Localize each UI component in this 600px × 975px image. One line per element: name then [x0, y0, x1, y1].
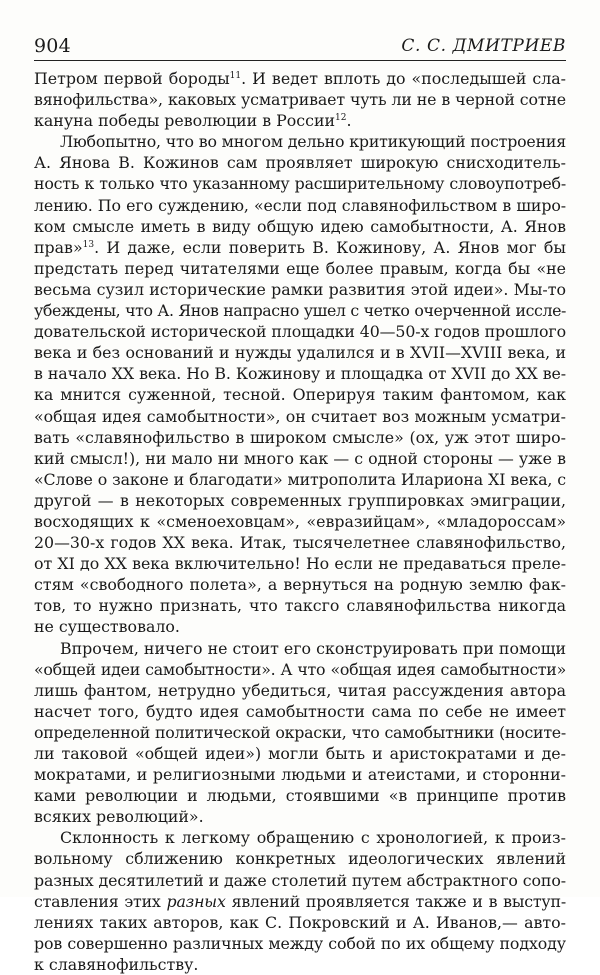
text-line: ка мнится суженной, тесной. Оперируя таким фантомом, как [34, 385, 566, 405]
text-line: тов, то нужно признать, что таксго славянофильства никогда [34, 596, 566, 616]
text-line: лению. По его суждению, «если под славянофильством в широ- [34, 195, 566, 215]
text-line: «общая идея самобытности», он считает воз можным усматри- [34, 406, 566, 426]
text-line: лишь фантом, нетрудно убедиться, читая рассуждения автора [34, 680, 566, 700]
text-line: разных десятилетий и даже столетий путем абстрактного сопо- [34, 870, 566, 890]
text-line: «Слове о законе и благодати» митрополита Илариона XI века, с [34, 469, 566, 489]
text-line: насчет того, будто идея самобытности сама по себе не имеет [34, 701, 566, 721]
text-line: ность к только что указанному расширительному словоупотреб- [34, 174, 566, 194]
text-line: А. Янова В. Кожинов сам проявляет широкую снисходитель- [34, 153, 566, 173]
text-line: ли таковой «общей идеи») могли быть и аристократами и де- [34, 744, 566, 763]
body-text [34, 68, 566, 975]
text-line: ставления этих разных явлений проявляется также и в выступ- [34, 891, 566, 911]
text-line: Впрочем, ничего не стоит его сконструировать при помощи [60, 638, 566, 658]
text-line: стям «свободного полета», а вернуться на родную землю фак- [34, 575, 566, 595]
text-line: вянофильства», каковых усматривает чуть ли не в черной сотне [34, 90, 566, 110]
text-line: Склонность к легкому обращению с хронологией, к произ- [60, 828, 566, 848]
text-line: ком смысле иметь в виду общую идею самобытности, А. Янов [34, 216, 566, 236]
text-line: ками революции и людьми, стоявшими «в принципе против [34, 786, 566, 806]
text-line: другой — в некоторых современных группировках эмиграции, [34, 490, 566, 510]
text-line: к славянофильству. [34, 954, 199, 974]
text-line: определенной политической окраски, что самобытники (носите- [34, 722, 566, 742]
text-line: века и без оснований и нужды удалился и в XVII—XVIII века, и [34, 343, 566, 363]
text-line: от XI до XX века включительно! Но если не предаваться преле- [34, 554, 566, 574]
text-line: восходящих к «сменоеховцам», «евразийцам», «младороссам» [34, 511, 566, 531]
header-rule [34, 60, 566, 61]
text-line: вольному сближению конкретных идеологических явлений [34, 849, 566, 869]
text-line: «общей идеи самобытности». А что «общая идея самобытности» [34, 659, 566, 679]
text-line: вать «славянофильство в широком смысле» (ох, уж этот широ- [34, 427, 566, 447]
text-line: 20—30-х годов XX века. Итак, тысячелетнее славянофильство, [34, 533, 566, 553]
text-line: мократами, и религиозными людьми и атеистами, и сторонни- [34, 765, 566, 785]
text-line: ров совершенно различных между собой по их общему подходу [34, 933, 566, 953]
text-line: весьма сузил исторические рамки развития этой идеи». Мы-то [34, 279, 566, 299]
text-line: Любопытно, что во многом дельно критикующий построения [60, 132, 566, 152]
text-line: довательской исторической площадки 40—50-х годов прошлого [34, 322, 566, 342]
text-line: убеждены, что А. Янов напрасно ушел с четко очерченной иссле- [34, 301, 566, 321]
text-line: Петром первой бороды$^{11}$. И ведет вплоть до «последышей сла- [34, 69, 566, 88]
text-line: предстать перед читателями еще более правым, когда бы «не [34, 258, 566, 278]
text-line: всяких революций». [34, 807, 204, 827]
page-number: 904 [34, 35, 71, 57]
text-line: кануна победы революции в России$^{12}$. [34, 111, 352, 131]
text-line: прав»$^{13}$. И даже, если поверить В. Кожинову, А. Янов мог бы [34, 237, 566, 257]
running-head: С. С. ДМИТРИЕВ [401, 36, 566, 56]
page-header [34, 34, 566, 58]
text-line: кий смысл!), ни мало ни много как — с одной стороны — уже в [34, 448, 566, 468]
text-line: не существовало. [34, 617, 180, 637]
text-line: лениях таких авторов, как С. Покровский и А. Иванов,— авто- [34, 912, 566, 932]
text-line: в начало XX века. Но В. Кожинову и площадка от XVII до XX ве- [34, 364, 566, 384]
